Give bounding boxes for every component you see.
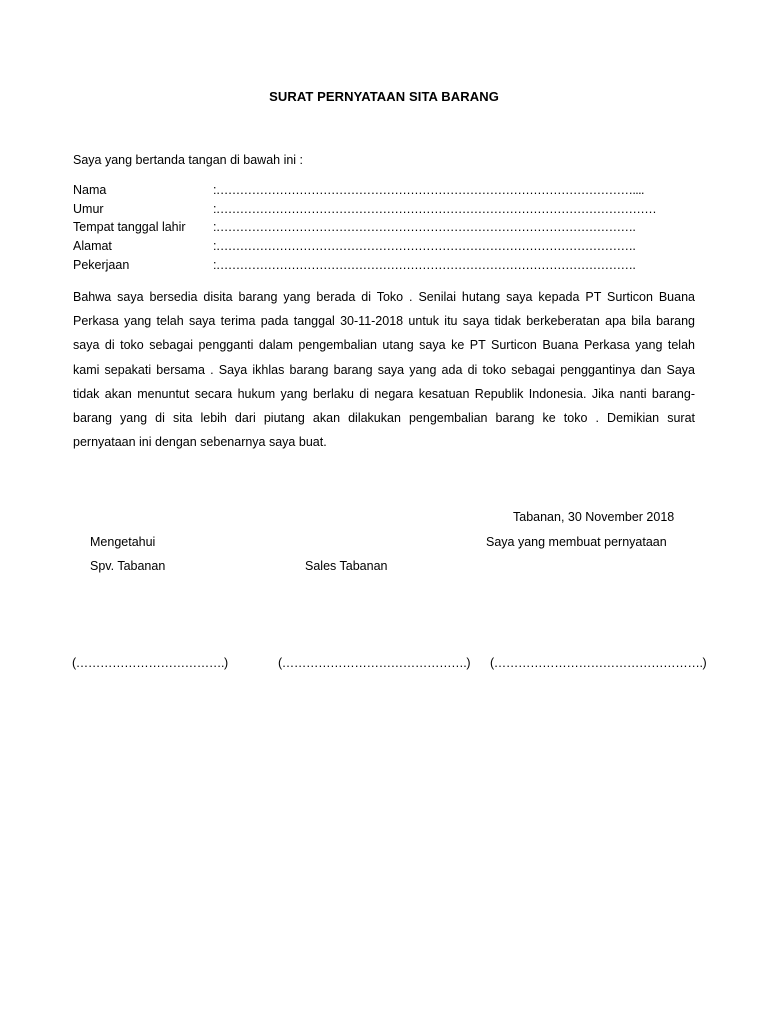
field-value-ttl: :……………………………………………………………………………………………. — [213, 220, 636, 234]
field-value-alamat: :……………………………………………………………………………………………. — [213, 239, 636, 253]
paragraph-line: kami sepakati bersama . Saya ikhlas barang barang saya yang ada di toko sebagai penggantinya dan Saya — [73, 362, 695, 377]
field-value-pekerjaan: :……………………………………………………………………………………………. — [213, 258, 636, 272]
paragraph-line: saya di toko sebagai pengganti dalam pengembalian utang saya ke PT Surticon Buana Perkasa yang telah — [73, 338, 695, 353]
place-date: Tabanan, 30 November 2018 — [513, 510, 675, 524]
paragraph-line: Perkasa yang telah saya terima pada tanggal 30-11-2018 untuk itu saya tidak berkeberatan apa bila barang — [73, 314, 695, 329]
sales-role: Sales Tabanan — [305, 559, 388, 573]
witness-role: Spv. Tabanan — [90, 559, 166, 573]
field-label-nama: Nama — [73, 183, 107, 197]
signature-line-witness: (……………………………….) — [72, 656, 228, 670]
paragraph-line: barang yang di sita lebih dari piutang akan dilakukan pengembalian barang ke toko . Demikian surat — [73, 410, 695, 425]
document-title: SURAT PERNYATAAN SITA BARANG — [269, 89, 499, 104]
field-value-nama: :…………………………………………………………………………………………….... — [213, 183, 644, 197]
intro-text: Saya yang bertanda tangan di bawah ini : — [73, 153, 304, 167]
paragraph-line: tidak akan menuntut secara hukum yang berlaku di negara kesatuan Republik Indonesia. Jika nanti barang- — [73, 386, 695, 401]
witness-label: Mengetahui — [90, 535, 156, 549]
signature-line-sales: (……………………………………….) — [278, 656, 471, 670]
field-value-umur: :………………………………………………………………………………………………… — [213, 202, 657, 216]
statement-paragraph — [73, 285, 695, 454]
paragraph-line: Bahwa saya bersedia disita barang yang berada di Toko . Senilai hutang saya kepada PT Surticon Buana — [73, 290, 695, 304]
paragraph-line: pernyataan ini dengan sebenarnya saya buat. — [73, 435, 327, 450]
declarant-label: Saya yang membuat pernyataan — [486, 535, 667, 549]
signature-line-declarant: (…………………………………………….) — [490, 656, 707, 670]
field-label-pekerjaan: Pekerjaan — [73, 258, 130, 272]
field-label-umur: Umur — [73, 202, 104, 216]
field-label-ttl: Tempat tanggal lahir — [73, 220, 186, 234]
field-label-alamat: Alamat — [73, 239, 112, 253]
